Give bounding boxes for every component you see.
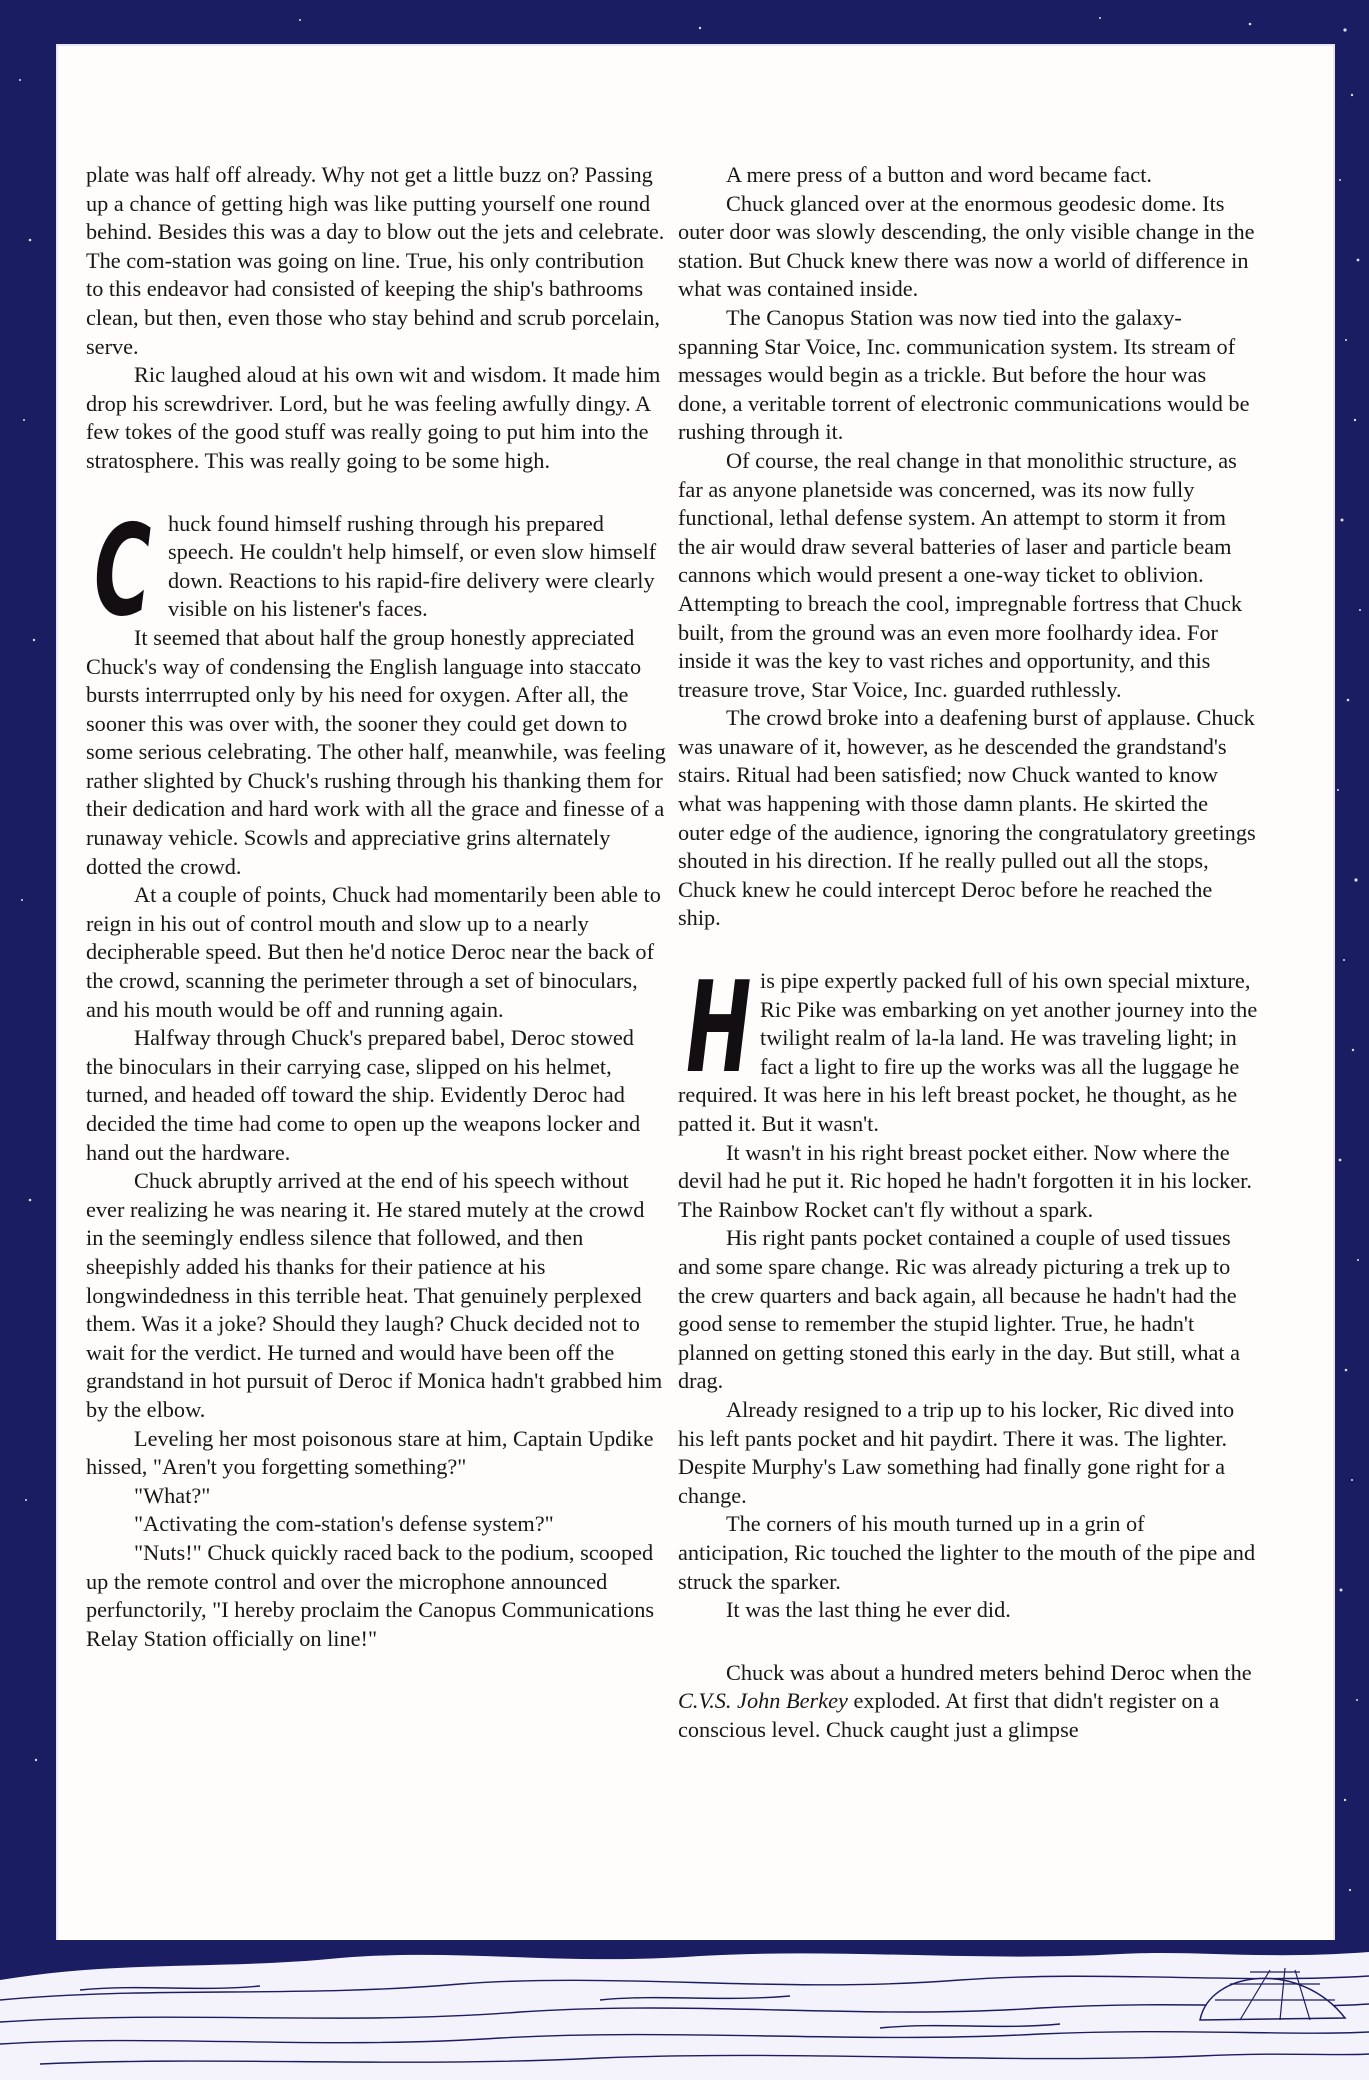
- paragraph: huck found himself rushing through his prepared speech. He couldn't help himself, or even slow himself down. Reactions to his rapid-fire delivery were clearly visible on his listener's faces.: [168, 510, 657, 622]
- landscape-illustration: [0, 1940, 1369, 2080]
- paragraph: It seemed that about half the group honestly appreciated Chuck's way of condensing the English language into staccato bursts interrrupted only by his need for oxygen. After all, the sooner this was over with, the sooner they could get down to some serious celebrating. The other half, meanwhile, was feeling rather slighted by Chuck's rushing through his thanking them for their dedication and hard work with all the grace and finesse of a runaway vehicle. Scowls and appreciative grins alternately dotted the crowd.: [86, 624, 666, 879]
- paragraph: "Nuts!" Chuck quickly raced back to the podium, scooped up the remote control and over the microphone announced perfunctorily, "I hereby proclaim the Canopus Communications Relay Station officially on line!": [86, 1539, 655, 1651]
- paragraph: Chuck glanced over at the enormous geodesic dome. Its outer door was slowly descending, the only visible change in the station. But Chuck knew there was now a world of difference in what was contained inside.: [678, 190, 1255, 302]
- paragraph: is pipe expertly packed full of his own special mixture, Ric Pike was embarking on yet another journey into the twilight realm of la-la land. He was traveling light; in fact a light to fire up the works was all the luggage he required. It was here in his left breast pocket, he thought, as he patted it. But it wasn't.: [678, 968, 1258, 1136]
- section-break: [678, 933, 1258, 967]
- paragraph: A mere press of a button and word became fact.: [726, 162, 1152, 187]
- right-column: [678, 161, 1258, 1744]
- paragraph: The Canopus Station was now tied into the galaxy-spanning Star Voice, Inc. communication system. Its stream of messages would begin as a trickle. But before the hour was done, a veritable torrent of electronic communications would be rushing through it.: [678, 304, 1250, 445]
- text-run: exploded. At first that didn't register on a conscious level. Chuck caught just a glimpse: [678, 1688, 1220, 1742]
- section-start: [86, 510, 666, 624]
- paragraph: Leveling her most poisonous stare at him, Captain Updike hissed, "Aren't you forgetting something?": [86, 1425, 654, 1480]
- text-run: Chuck was about a hundred meters behind Deroc when the: [726, 1659, 1252, 1685]
- left-column: [86, 161, 666, 1653]
- drop-cap: C: [94, 509, 152, 624]
- paragraph: "Activating the com-station's defense system?": [134, 1511, 554, 1537]
- paragraph: Already resigned to a trip up to his locker, Ric dived into his left pants pocket and hit paydirt. There it was. The lighter. Despite Murphy's Law something had finally gone right for a change.: [678, 1396, 1235, 1508]
- paragraph: "What?": [134, 1482, 211, 1508]
- ship-name: C.V.S. John Berkey: [678, 1688, 848, 1714]
- story-page: [58, 46, 1333, 1941]
- drop-cap: H: [686, 967, 752, 1102]
- section-break: [678, 1625, 1258, 1659]
- paragraph: At a couple of points, Chuck had momentarily been able to reign in his out of control mouth and slow up to a nearly decipherable speed. But then he'd notice Deroc near the back of the crowd, scanning the perimeter through a set of binoculars, and his mouth would be off and running again.: [86, 882, 661, 1022]
- paragraph: It was the last thing he ever did.: [726, 1597, 1011, 1623]
- section-break: [86, 476, 666, 510]
- paragraph: The crowd broke into a deafening burst of applause. Chuck was unaware of it, however, as he descended the grandstand's stairs. Ritual had been satisfied; now Chuck wanted to know what was happening with those damn plants. He skirted the outer edge of the audience, ignoring the congratulatory greetings shouted in his direction. If he really pulled out all the stops, Chuck knew he could intercept Deroc before he reached the ship.: [678, 705, 1256, 931]
- paragraph: Chuck abruptly arrived at the end of his speech without ever realizing he was nearing it. He stared mutely at the crowd in the seemingly endless silence that followed, and then sheepishly added his thanks for their patience at his longwindedness in this terrible heat. That genuinely perplexed them. Was it a joke? Should they laugh? Chuck decided not to wait for the verdict. He turned and would have been off the grandstand in hot pursuit of Deroc if Monica hadn't grabbed him by the elbow.: [86, 1168, 663, 1422]
- paragraph: Of course, the real change in that monolithic structure, as far as anyone planetside was concerned, was its now fully functional, lethal defense system. An attempt to storm it from the air would draw several batteries of laser and particle beam cannons which would present a one-way ticket to oblivion. Attempting to breach the cool, impregnable fortress that Chuck built, from the ground was an even more foolhardy idea. For inside it was the key to vast riches and opportunity, and this treasure trove, Star Voice, Inc. guarded ruthlessly.: [678, 447, 1243, 702]
- paragraph: Ric laughed aloud at his own wit and wisdom. It made him drop his screwdriver. Lord, but he was feeling awfully dingy. A few tokes of the good stuff was really going to put him into the stratosphere. This was really going to be some high.: [86, 362, 661, 473]
- paragraph: plate was half off already. Why not get a little buzz on? Passing up a chance of getting high was like putting yourself one round behind. Besides this was a day to blow out the jets and celebrate. The com-station was going on line. True, his only contribution to this endeavor had consisted of keeping the ship's bathrooms clean, but then, even those who stay behind and scrub porcelain, serve.: [86, 162, 665, 359]
- section-start: [678, 967, 1258, 1139]
- paragraph: His right pants pocket contained a couple of used tissues and some spare change. Ric was already picturing a trek up to the crew quarters and back again, all because he hadn't had the good sense to remember the stupid lighter. True, he hadn't planned on getting stoned this early in the day. But still, what a drag.: [678, 1225, 1241, 1394]
- paragraph: [678, 1659, 1258, 1745]
- paragraph: It wasn't in his right breast pocket either. Now where the devil had he put it. Ric hoped he hadn't forgotten it in his locker. The Rainbow Rocket can't fly without a spark.: [678, 1139, 1252, 1222]
- paragraph: Halfway through Chuck's prepared babel, Deroc stowed the binoculars in their carrying case, slipped on his helmet, turned, and headed off toward the ship. Evidently Deroc had decided the time had come to open up the weapons locker and hand out the hardware.: [86, 1025, 641, 1165]
- paragraph: The corners of his mouth turned up in a grin of anticipation, Ric touched the lighter to the mouth of the pipe and struck the sparker.: [678, 1511, 1256, 1594]
